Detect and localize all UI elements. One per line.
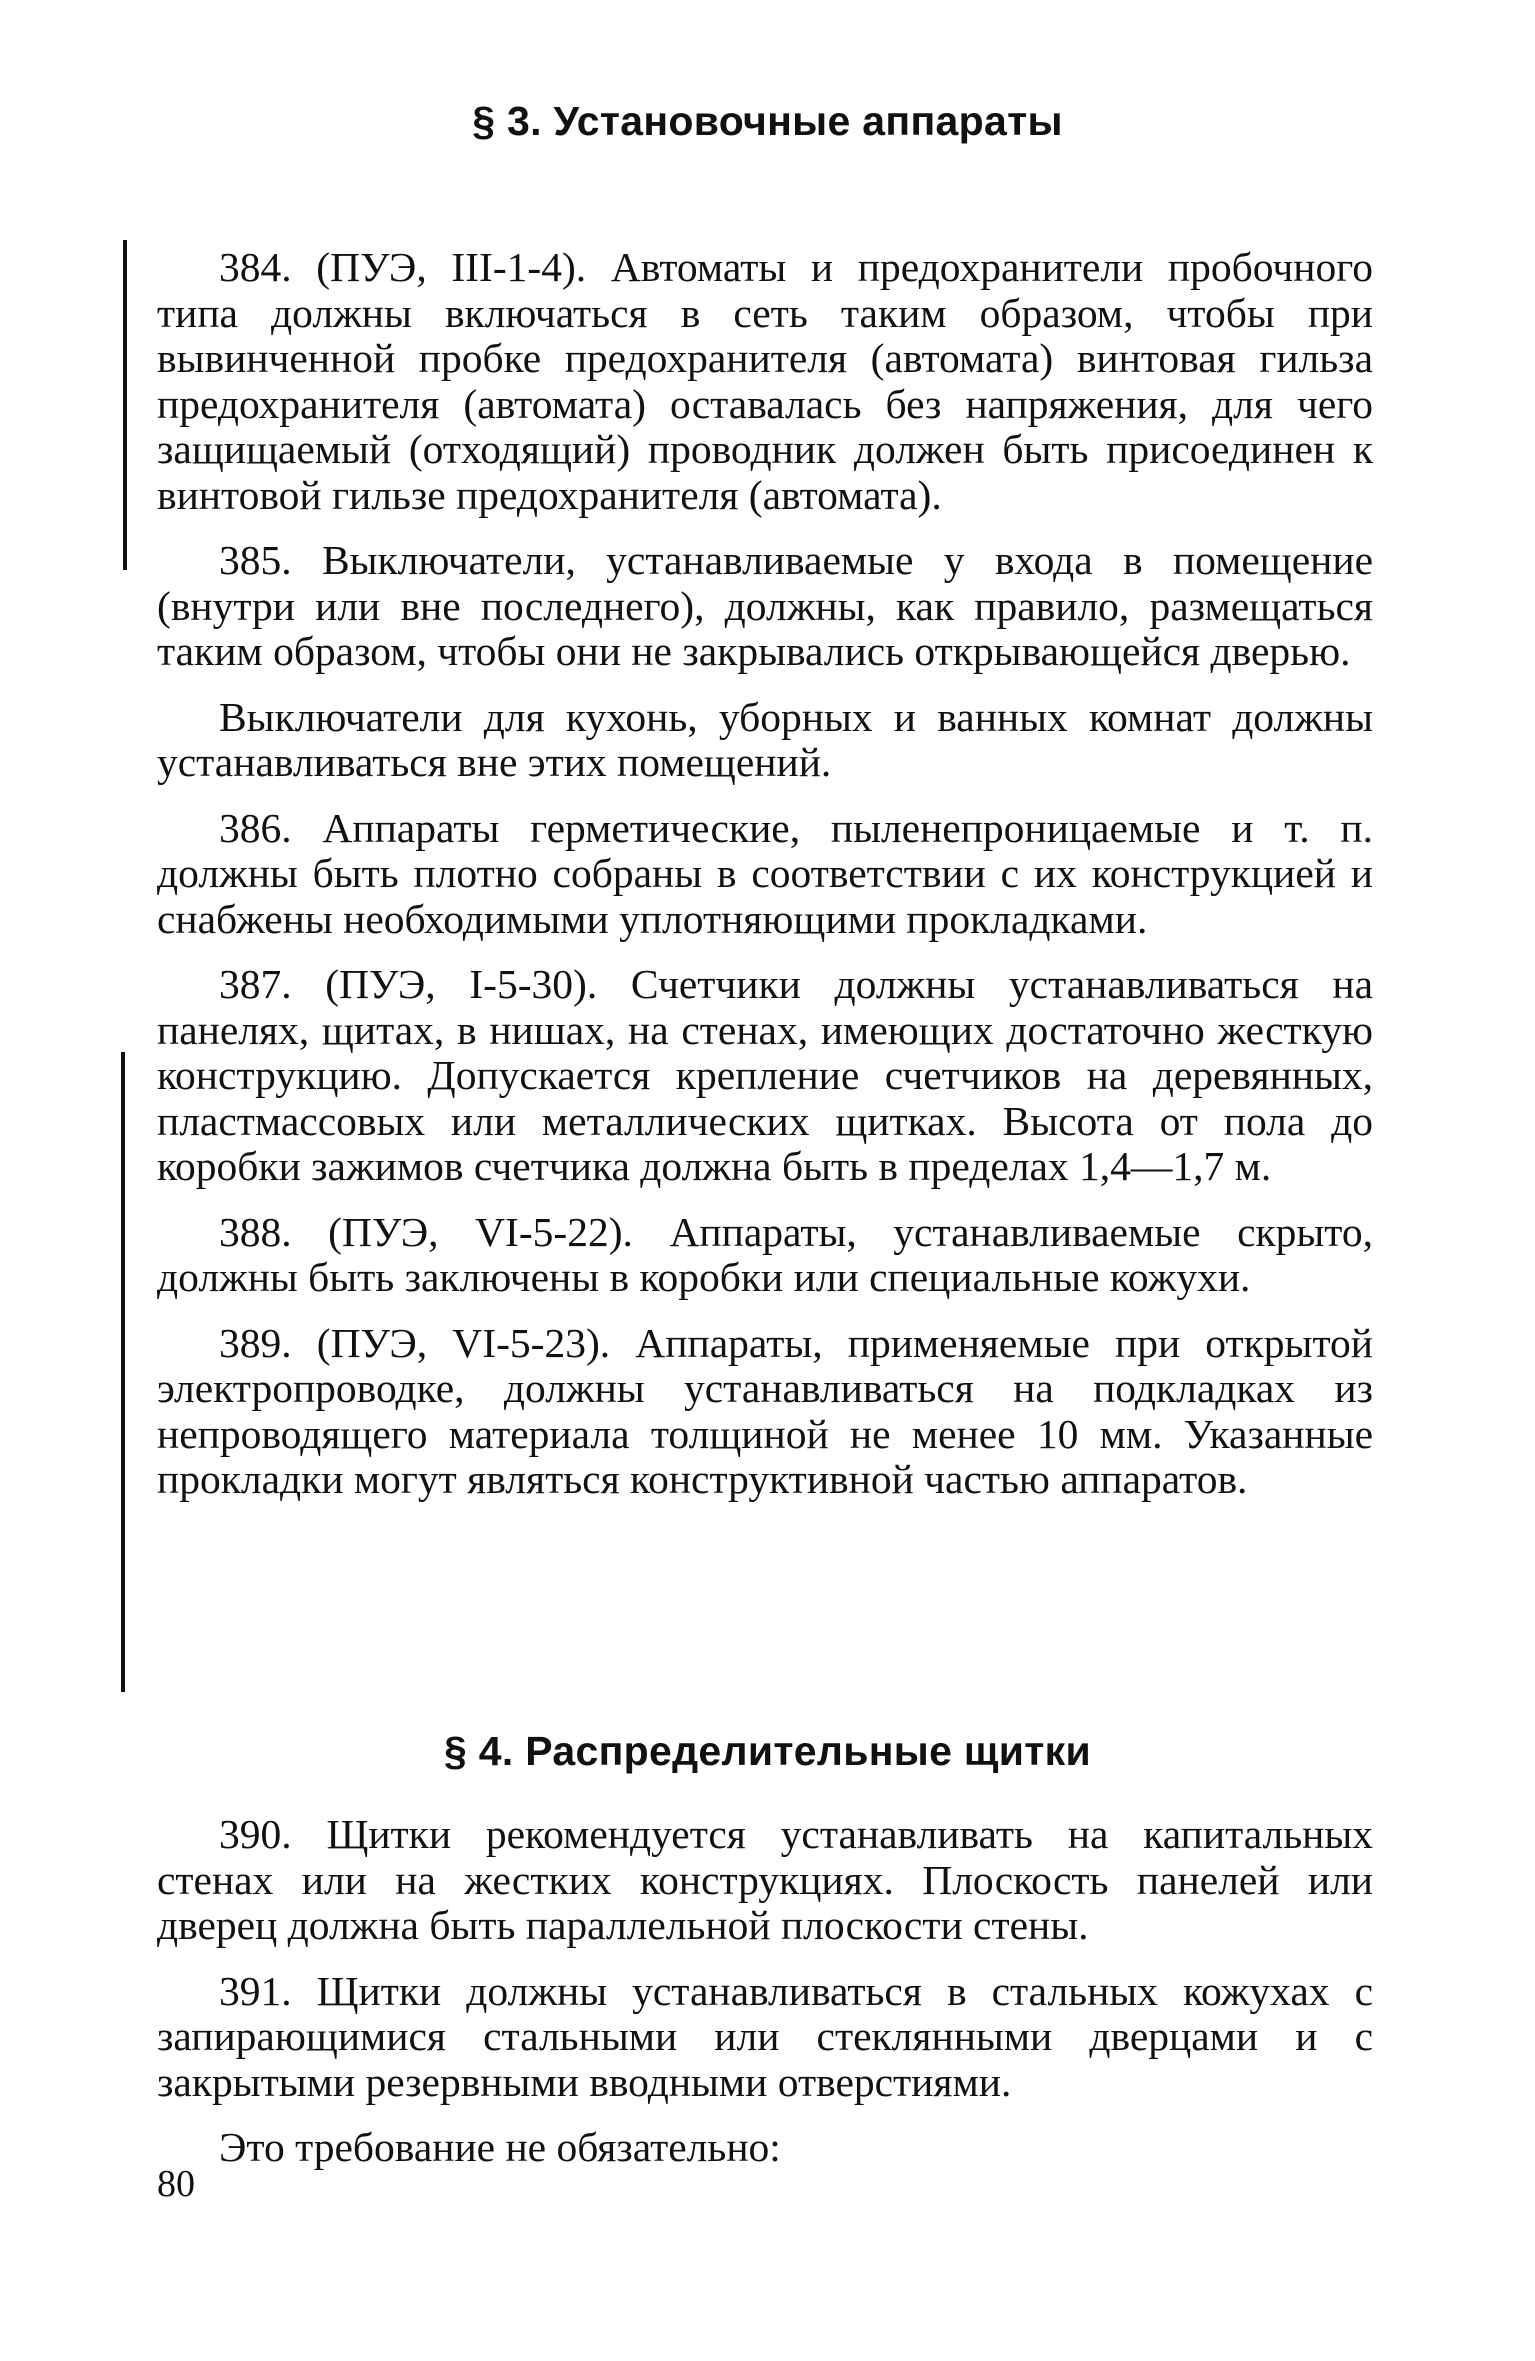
section-4-heading: § 4. Распределительные щитки	[444, 1728, 1091, 1774]
section-3-heading: § 3. Установочные аппараты	[472, 98, 1063, 144]
paragraph-386: 386. Аппараты герметические, пыленепроницаемые и т. п. должны быть плотно собраны в соответствии с их конструкцией и снабжены необходимыми уплотняющими прокладками.	[157, 804, 1373, 942]
page-number: 80	[157, 2163, 195, 2205]
paragraph-385-note: Выключатели для кухонь, уборных и ванных комнат должны устанавливаться вне этих помещений.	[157, 693, 1373, 785]
section-3-body	[157, 245, 1373, 1503]
paragraph-391-note: Это требование не обязательно:	[219, 2124, 781, 2170]
paragraph-391: 391. Щитки должны устанавливаться в стальных кожухах с запирающимися стальными или стеклянными дверцами и с закрытыми резервными вводными отверстиями.	[157, 1967, 1373, 2105]
margin-revision-bar	[121, 1052, 125, 1692]
paragraph-384: 384. (ПУЭ, III-1-4). Автоматы и предохранители пробочного типа должны включаться в сеть таким образом, чтобы при вывинченной пробке предохранителя (автомата) винтовая гильза предохранителя (автомата) оставалась без напряжения, для чего защищаемый (отходящий) проводник должен быть присоединен к винтовой гильзе предохранителя (автомата).	[157, 244, 1373, 518]
paragraph-389: 389. (ПУЭ, VI-5-23). Аппараты, применяемые при открытой электропроводке, должны устанавливаться на подкладках из непроводящего материала толщиной не менее 10 мм. Указанные прокладки могут являться конструктивной частью аппаратов.	[157, 1319, 1373, 1502]
paragraph-385: 385. Выключатели, устанавливаемые у входа в помещение (внутри или вне последнего), должны, как правило, размещаться таким образом, чтобы они не закрывались открывающейся дверью.	[157, 537, 1373, 674]
paragraph-387: 387. (ПУЭ, I-5-30). Счетчики должны устанавливаться на панелях, щитах, в нишах, на стенах, имеющих достаточно жесткую конструкцию. Допускается крепление счетчиков на деревянных, пластмассовых или металлических щитках. Высота от пола до коробки зажимов счетчика должна быть в пределах 1,4—1,7 м.	[157, 961, 1373, 1189]
section-4-body	[157, 1812, 1373, 2171]
paragraph-388: 388. (ПУЭ, VI-5-22). Аппараты, устанавливаемые скрыто, должны быть заключены в коробки или специальные кожухи.	[157, 1208, 1373, 1300]
paragraph-390: 390. Щитки рекомендуется устанавливать на капитальных стенах или на жестких конструкциях. Плоскость панелей или дверец должна быть параллельной плоскости стены.	[157, 1811, 1373, 1948]
margin-revision-bar	[123, 240, 127, 570]
